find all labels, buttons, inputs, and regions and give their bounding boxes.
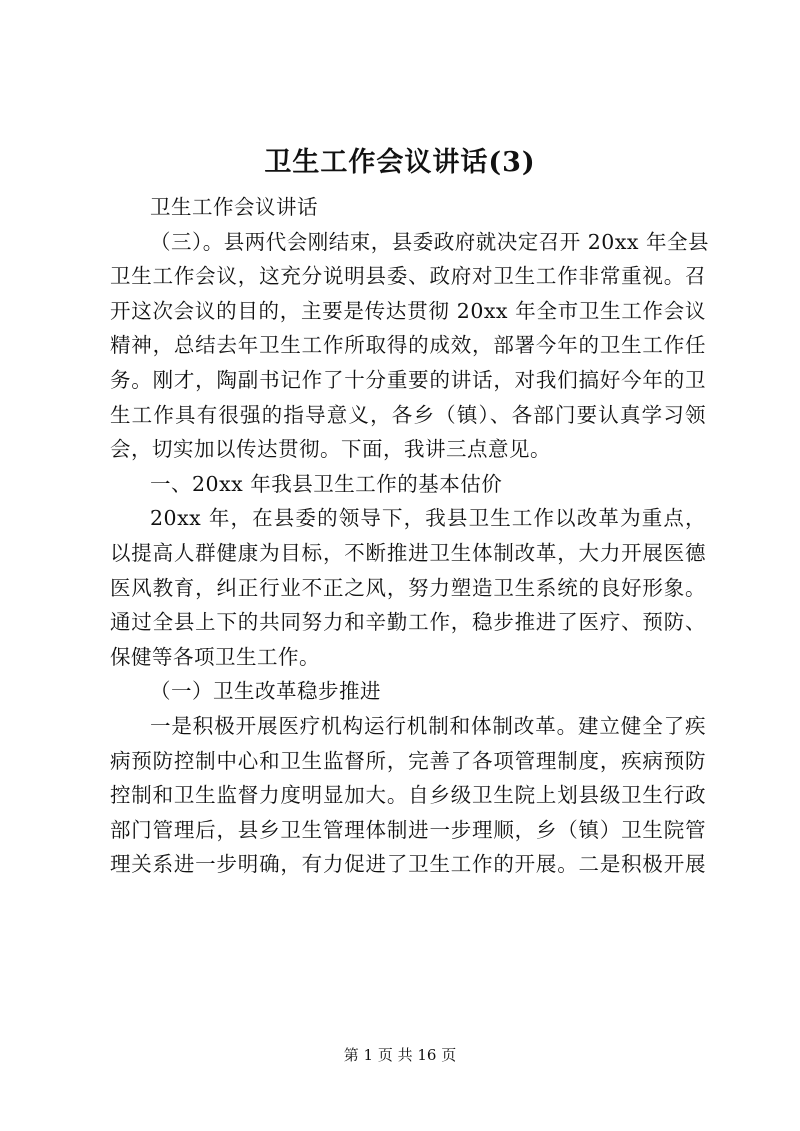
text-line: 务。刚才，陶副书记作了十分重要的讲话，对我们搞好今年的卫 — [110, 367, 706, 392]
section-heading: 一、20xx 年我县卫生工作的基本估价 — [150, 471, 503, 496]
text-line: （三）。县两代会刚结束，县委政府就决定召开 20xx 年全县 — [150, 229, 709, 254]
document-title: 卫生工作会议讲话(3) — [264, 147, 536, 178]
text-line: 以提高人群健康为目标，不断推进卫生体制改革，大力开展医德 — [110, 540, 706, 565]
text-line: 通过全县上下的共同努力和辛勤工作，稳步推进了医疗、预防、 — [110, 610, 706, 635]
text-line: 精神，总结去年卫生工作所取得的成效，部署今年的卫生工作任 — [110, 333, 706, 358]
text-line: 卫生工作会议，这充分说明县委、政府对卫生工作非常重视。召 — [110, 264, 706, 289]
text-line: 医风教育，纠正行业不正之风，努力塑造卫生系统的良好形象。 — [110, 575, 706, 600]
text-line: 理关系进一步明确，有力促进了卫生工作的开展。二是积极开展 — [110, 852, 706, 877]
text-line: 开这次会议的目的，主要是传达贯彻 20xx 年全市卫生工作会议 — [110, 298, 706, 323]
text-line: 部门管理后，县乡卫生管理体制进一步理顺，乡（镇）卫生院管 — [110, 817, 706, 842]
page-number-footer: 第 1 页 共 16 页 — [343, 1046, 457, 1064]
text-line: 病预防控制中心和卫生监督所，完善了各项管理制度，疾病预防 — [110, 748, 706, 773]
text-line: 生工作具有很强的指导意义，各乡（镇）、各部门要认真学习领 — [110, 402, 706, 427]
subtitle-line: 卫生工作会议讲话 — [150, 195, 318, 219]
document-body — [110, 190, 709, 882]
text-line: 20xx 年，在县委的领导下，我县卫生工作以改革为重点， — [150, 506, 706, 531]
subsection-heading: （一）卫生改革稳步推进 — [150, 679, 381, 704]
text-line: 会，切实加以传达贯彻。下面，我讲三点意见。 — [110, 437, 551, 462]
text-line: 控制和卫生监督力度明显加大。自乡级卫生院上划县级卫生行政 — [110, 783, 706, 808]
text-line: 保健等各项卫生工作。 — [110, 644, 320, 669]
text-line: 一是积极开展医疗机构运行机制和体制改革。建立健全了疾 — [150, 713, 706, 738]
